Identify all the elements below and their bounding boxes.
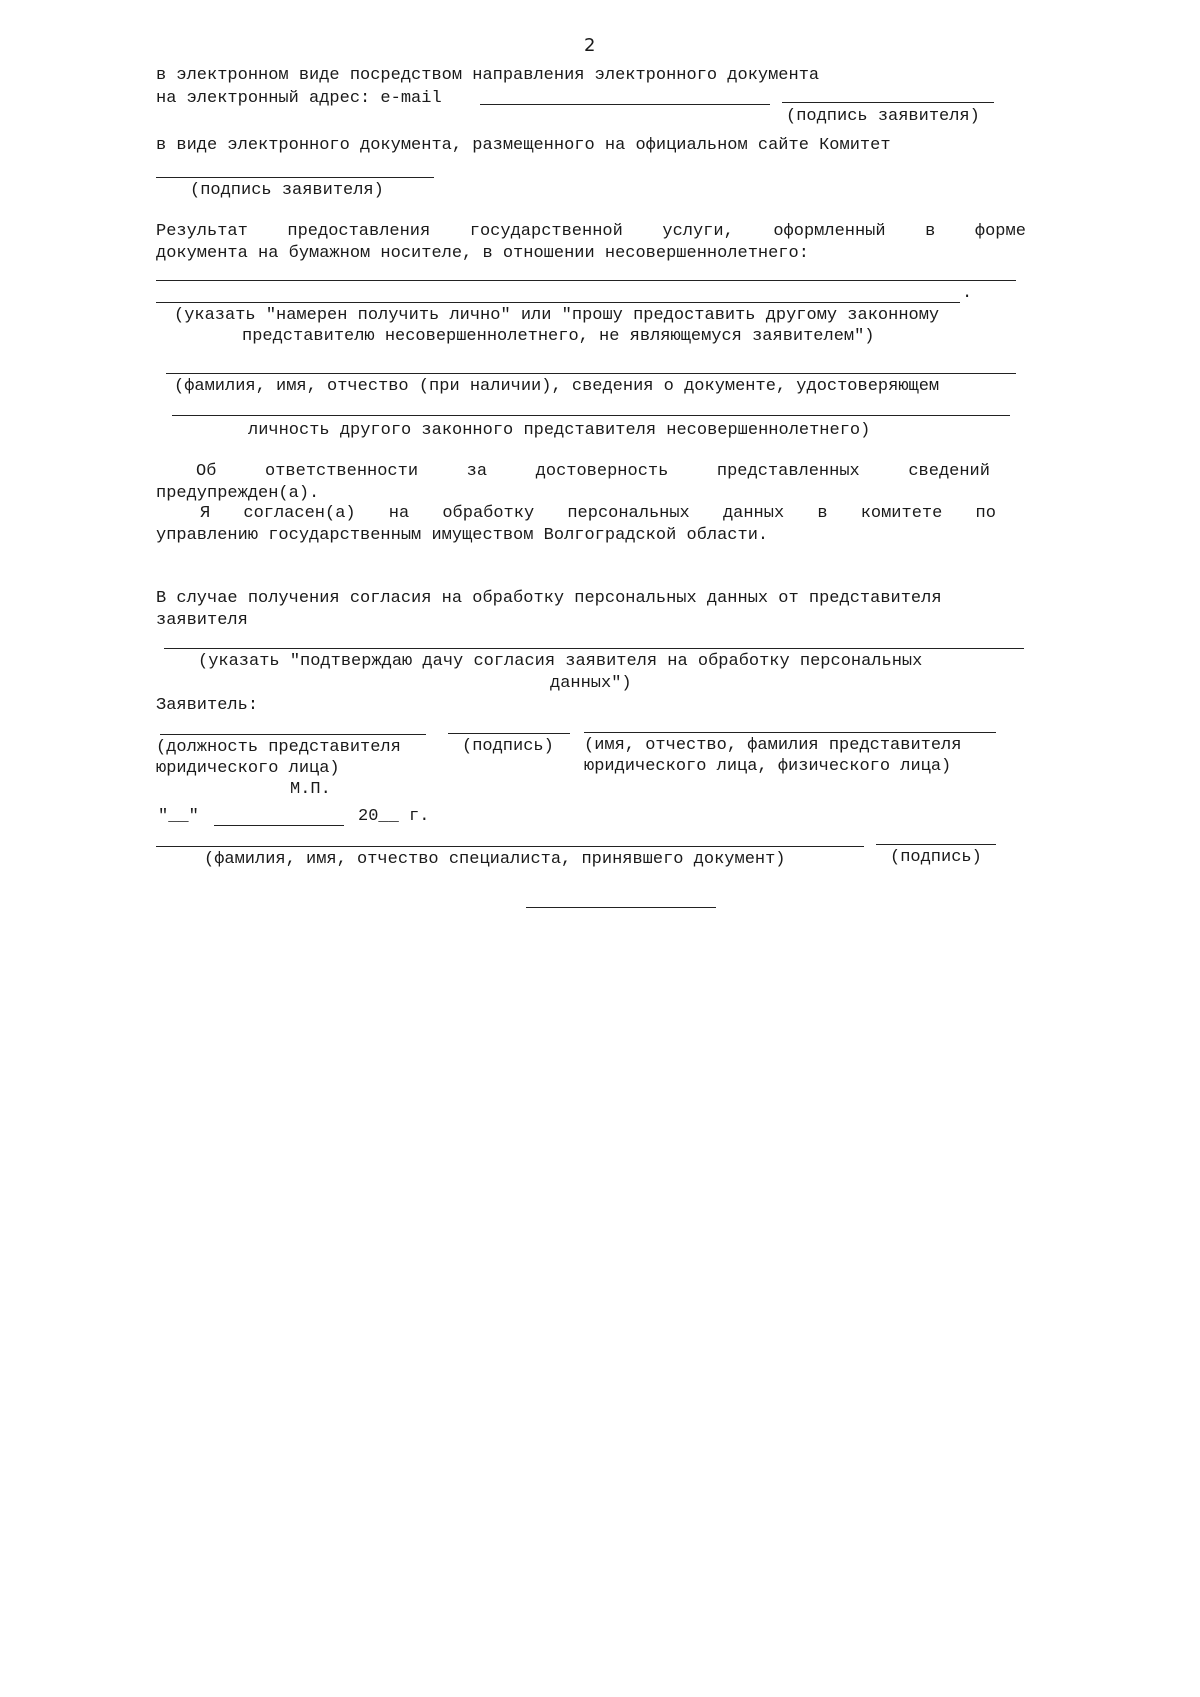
site-signature-caption: (подпись заявителя) bbox=[190, 181, 384, 200]
other-rep-caption-line1: (фамилия, имя, отчество (при наличии), сведения о документе, удостоверяющем bbox=[174, 377, 940, 396]
date-day: "__" bbox=[158, 807, 199, 826]
rep-consent-hint-line2: данных") bbox=[550, 674, 632, 693]
date-month-field[interactable] bbox=[214, 825, 344, 826]
site-signature-field[interactable] bbox=[156, 177, 434, 178]
name-caption-line2: юридического лица, физического лица) bbox=[584, 757, 952, 776]
page-number: 2 bbox=[584, 35, 596, 56]
position-caption-line2: юридического лица) bbox=[156, 759, 340, 778]
paper-result-hint-line1: (указать "намерен получить лично" или "прошу предоставить другому законному bbox=[174, 306, 940, 325]
other-rep-field-1[interactable] bbox=[166, 373, 1016, 374]
paper-result-field-1[interactable] bbox=[156, 280, 1016, 281]
paper-result-field-2[interactable] bbox=[156, 302, 960, 303]
applicant-signature-field[interactable] bbox=[448, 733, 570, 734]
paper-result-line1: Результат предоставления государственной услуги, оформленный в форме bbox=[156, 222, 1026, 241]
specialist-signature-caption: (подпись) bbox=[890, 848, 982, 867]
rep-consent-field[interactable] bbox=[164, 648, 1024, 649]
email-signature-field[interactable] bbox=[782, 102, 994, 103]
rep-consent-hint-line1: (указать "подтверждаю дачу согласия заявителя на обработку персональных bbox=[198, 652, 923, 671]
other-rep-field-2[interactable] bbox=[172, 415, 1010, 416]
specialist-caption: (фамилия, имя, отчество специалиста, принявшего документ) bbox=[204, 850, 786, 869]
position-caption-line1: (должность представителя bbox=[156, 738, 401, 757]
applicant-label: Заявитель: bbox=[156, 696, 259, 715]
specialist-signature-field[interactable] bbox=[876, 844, 996, 845]
applicant-signature-caption: (подпись) bbox=[462, 737, 554, 756]
email-option-line1: в электронном виде посредством направления электронного документа bbox=[156, 66, 820, 85]
closing-rule bbox=[526, 907, 716, 908]
paper-result-dot: . bbox=[962, 284, 973, 303]
responsibility-line2: предупрежден(а). bbox=[156, 484, 320, 503]
rep-consent-line2: заявителя bbox=[156, 611, 248, 630]
consent-line1: Я согласен(а) на обработку персональных данных в комитете по bbox=[200, 504, 996, 523]
consent-line2: управлению государственным имуществом Волгоградской области. bbox=[156, 526, 769, 545]
responsibility-line1: Об ответственности за достоверность представленных сведений bbox=[196, 462, 990, 481]
specialist-name-field[interactable] bbox=[156, 846, 864, 847]
seal-place: М.П. bbox=[290, 780, 331, 799]
rep-consent-line1: В случае получения согласия на обработку персональных данных от представителя bbox=[156, 589, 942, 608]
email-address-field[interactable] bbox=[480, 104, 770, 105]
site-option-text: в виде электронного документа, размещенного на официальном сайте Комитет bbox=[156, 136, 891, 155]
paper-result-hint-line2: представителю несовершеннолетнего, не являющемуся заявителем") bbox=[242, 327, 875, 346]
applicant-name-field[interactable] bbox=[584, 732, 996, 733]
name-caption-line1: (имя, отчество, фамилия представителя bbox=[584, 736, 962, 755]
email-option-line2: на электронный адрес: e-mail bbox=[156, 89, 442, 108]
date-year: 20__ г. bbox=[358, 807, 430, 826]
position-field[interactable] bbox=[160, 734, 426, 735]
paper-result-line2: документа на бумажном носителе, в отношении несовершеннолетнего: bbox=[156, 244, 809, 263]
other-rep-caption-line2: личность другого законного представителя несовершеннолетнего) bbox=[248, 421, 871, 440]
email-signature-caption: (подпись заявителя) bbox=[786, 107, 980, 126]
